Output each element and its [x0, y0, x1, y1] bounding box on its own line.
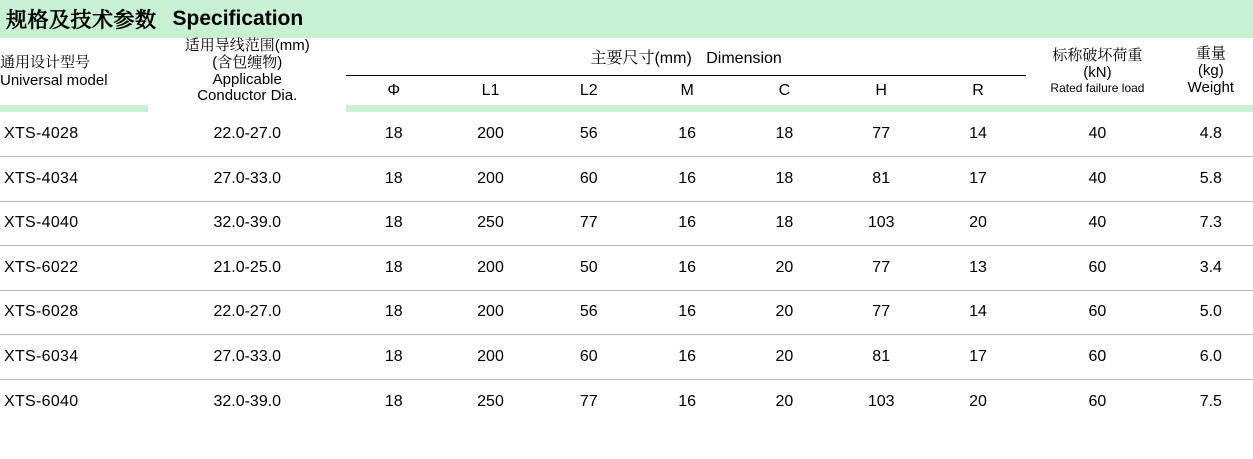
cell-phi: 18 — [346, 157, 441, 202]
cell-load: 40 — [1026, 112, 1168, 157]
cell-phi: 18 — [384, 392, 403, 410]
section-title-cn: 规格及技术参数 — [6, 9, 157, 32]
cell-l1: 200 — [441, 246, 539, 291]
table-body — [0, 112, 1253, 424]
sep-cell-l1 — [441, 105, 539, 112]
cell-l2: 60 — [540, 335, 638, 380]
sep-cell-phi — [346, 105, 441, 112]
cell-r: 20 — [969, 392, 987, 410]
cell-l1: 250 — [477, 392, 504, 410]
cell-conductor: 21.0-25.0 — [148, 246, 346, 291]
cell-load: 60 — [1026, 290, 1168, 335]
cell-conductor: 22.0-27.0 — [148, 290, 346, 335]
cell-load: 60 — [1026, 246, 1168, 291]
cell-m: 16 — [678, 392, 696, 410]
cell-c: 20 — [736, 290, 832, 335]
cell-model: XTS-6034 — [0, 335, 148, 380]
cell-r: 13 — [930, 246, 1026, 291]
cell-conductor: 22.0-27.0 — [148, 112, 346, 157]
header-dimension-group — [346, 38, 1026, 76]
cell-l2: 77 — [579, 392, 598, 410]
cell-c: 18 — [736, 157, 832, 202]
header-rated-load-cn: 标称破坏荷重 — [1052, 47, 1143, 65]
table-row — [0, 157, 1253, 202]
section-title-bar — [0, 0, 1253, 38]
cell-r: 17 — [930, 335, 1026, 380]
header-conductor-range — [148, 38, 346, 105]
cell-weight: 3.4 — [1169, 246, 1253, 291]
cell-weight: 7.5 — [1199, 392, 1222, 410]
header-rated-load-en: Rated failure load — [1050, 80, 1145, 95]
cell-load: 60 — [1088, 392, 1107, 410]
header-dim-m: M — [680, 81, 694, 99]
sep-cell-m — [638, 105, 736, 112]
cell-c: 18 — [736, 201, 832, 246]
cell-l1: 200 — [441, 112, 539, 157]
sep-cell-load — [1026, 105, 1168, 112]
header-model — [0, 38, 148, 105]
cell-c: 20 — [736, 246, 832, 291]
header-dim-phi: Φ — [387, 81, 401, 99]
cell-l1: 250 — [441, 201, 539, 246]
sep-cell-h — [833, 105, 930, 112]
cell-c: 18 — [736, 112, 832, 157]
cell-l1: 200 — [441, 290, 539, 335]
cell-load: 60 — [1026, 335, 1168, 380]
header-conductor-cn1: 适用导线范围(mm) — [184, 37, 310, 54]
cell-phi: 18 — [346, 201, 441, 246]
table-row — [0, 201, 1253, 246]
cell-phi: 18 — [346, 335, 441, 380]
cell-weight: 5.8 — [1169, 157, 1253, 202]
cell-r: 20 — [930, 201, 1026, 246]
cell-l1: 200 — [441, 335, 539, 380]
header-dimension-en: Dimension — [706, 50, 782, 68]
cell-m: 16 — [638, 335, 736, 380]
cell-phi: 18 — [346, 246, 441, 291]
cell-weight: 7.3 — [1169, 201, 1253, 246]
cell-r: 14 — [930, 290, 1026, 335]
header-separator-strip — [0, 105, 1253, 112]
sep-cell-gap1 — [148, 105, 346, 112]
cell-m: 16 — [638, 246, 736, 291]
header-weight-cn: 重量 — [1195, 45, 1226, 63]
table-row — [0, 379, 1253, 424]
sep-cell-weight — [1169, 105, 1253, 112]
header-weight-unit: (kg) — [1197, 62, 1224, 80]
sep-cell-model — [0, 105, 148, 112]
cell-weight: 6.0 — [1169, 335, 1253, 380]
specification-table — [0, 38, 1253, 424]
header-dim-l1: L1 — [481, 81, 500, 99]
header-dim-l2: L2 — [579, 81, 598, 99]
cell-phi: 18 — [346, 112, 441, 157]
cell-h: 103 — [833, 201, 930, 246]
cell-r: 17 — [930, 157, 1026, 202]
cell-model: XTS-6040 — [4, 392, 79, 410]
cell-model: XTS-4034 — [0, 157, 148, 202]
header-weight — [1169, 38, 1253, 105]
table-row — [0, 112, 1253, 157]
cell-load: 40 — [1026, 201, 1168, 246]
cell-load: 40 — [1026, 157, 1168, 202]
header-group-row — [0, 38, 1253, 76]
header-dim-h: H — [875, 81, 887, 99]
cell-conductor: 32.0-39.0 — [213, 392, 282, 410]
header-dim-r: R — [972, 81, 984, 99]
cell-l2: 56 — [540, 112, 638, 157]
sep-cell-c — [736, 105, 832, 112]
header-conductor-en1: Applicable — [212, 70, 282, 88]
cell-m: 16 — [638, 290, 736, 335]
header-model-cn: 通用设计型号 — [0, 54, 91, 72]
section-title-en: Specification — [172, 7, 304, 30]
cell-conductor: 32.0-39.0 — [148, 201, 346, 246]
cell-h: 77 — [833, 112, 930, 157]
cell-l2: 56 — [540, 290, 638, 335]
table-row — [0, 290, 1253, 335]
cell-h: 103 — [867, 392, 895, 410]
cell-m: 16 — [638, 201, 736, 246]
cell-weight: 5.0 — [1169, 290, 1253, 335]
table-row — [0, 246, 1253, 291]
cell-conductor: 27.0-33.0 — [148, 157, 346, 202]
header-dim-c: C — [778, 81, 791, 99]
cell-c: 20 — [775, 392, 794, 410]
cell-m: 16 — [638, 112, 736, 157]
table-row — [0, 335, 1253, 380]
cell-model: XTS-4028 — [0, 112, 148, 157]
cell-model: XTS-6022 — [0, 246, 148, 291]
cell-model: XTS-4040 — [0, 201, 148, 246]
cell-l2: 77 — [540, 201, 638, 246]
header-rated-load — [1026, 38, 1168, 105]
cell-c: 20 — [736, 335, 832, 380]
header-rated-load-unit: (kN) — [1083, 63, 1112, 81]
cell-r: 14 — [930, 112, 1026, 157]
cell-m: 16 — [638, 157, 736, 202]
table-header — [0, 38, 1253, 112]
header-conductor-cn2: (含包缠物) — [212, 53, 283, 71]
header-weight-en: Weight — [1187, 78, 1235, 96]
cell-h: 81 — [833, 157, 930, 202]
cell-h: 77 — [833, 246, 930, 291]
header-dimension-cn: 主要尺寸(mm) — [590, 50, 692, 68]
cell-h: 81 — [833, 335, 930, 380]
cell-conductor: 27.0-33.0 — [148, 335, 346, 380]
cell-l2: 50 — [540, 246, 638, 291]
cell-model: XTS-6028 — [0, 290, 148, 335]
cell-l1: 200 — [441, 157, 539, 202]
cell-phi: 18 — [346, 290, 441, 335]
cell-h: 77 — [833, 290, 930, 335]
cell-l2: 60 — [540, 157, 638, 202]
header-conductor-en2: Conductor Dia. — [197, 87, 298, 105]
sep-cell-l2 — [540, 105, 638, 112]
header-model-en: Universal model — [0, 71, 108, 89]
sep-cell-r — [930, 105, 1026, 112]
cell-weight: 4.8 — [1169, 112, 1253, 157]
